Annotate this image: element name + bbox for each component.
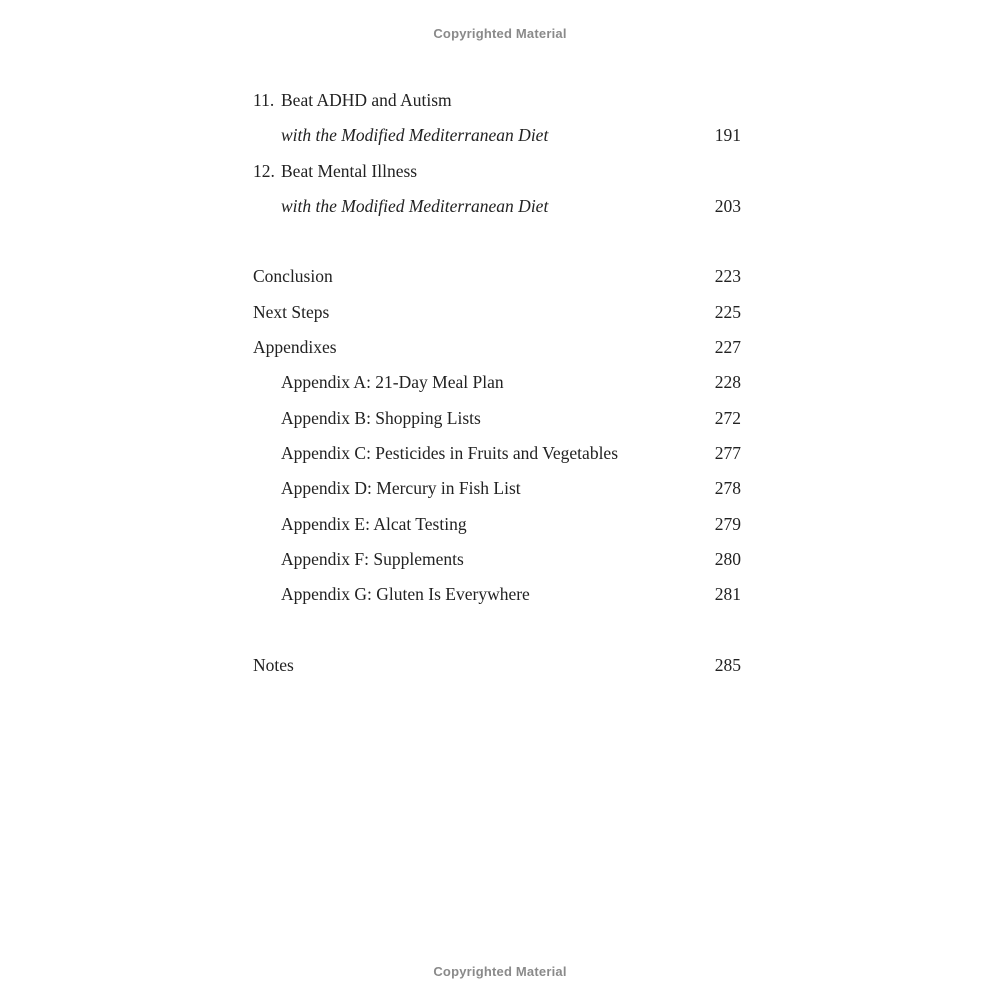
toc-entry-appendix-g[interactable] bbox=[253, 582, 741, 617]
toc-entry-title: Appendix B: Shopping Lists bbox=[281, 407, 481, 428]
page-number: 279 bbox=[714, 513, 741, 534]
toc-entry-appendix-d[interactable] bbox=[253, 476, 741, 511]
chapter-title: Beat ADHD and Autism bbox=[281, 90, 452, 110]
toc-entry-chapter-11-subtitle bbox=[253, 123, 741, 158]
toc-entry-appendix-f[interactable] bbox=[253, 547, 741, 582]
toc-entry-chapter-11[interactable] bbox=[253, 88, 741, 123]
page-number: 277 bbox=[714, 442, 741, 463]
toc-entry-title: Appendix A: 21-Day Meal Plan bbox=[281, 372, 504, 393]
toc-entry-appendix-c[interactable] bbox=[253, 441, 741, 476]
toc-entry-appendixes[interactable] bbox=[253, 335, 741, 370]
toc-entry-title: Appendix F: Supplements bbox=[281, 548, 464, 569]
page-number: 285 bbox=[714, 654, 741, 675]
chapter-subtitle: with the Modified Mediterranean Diet bbox=[281, 195, 549, 216]
toc-entry-chapter-12[interactable] bbox=[253, 159, 741, 194]
toc-entry-title: Appendixes bbox=[253, 337, 337, 358]
toc-entry-title: Conclusion bbox=[253, 266, 333, 287]
toc-entry-title: Appendix D: Mercury in Fish List bbox=[281, 478, 521, 499]
page-number: 203 bbox=[714, 195, 741, 216]
toc-entry-title: Appendix E: Alcat Testing bbox=[281, 513, 467, 534]
toc-entry-chapter-12-subtitle bbox=[253, 194, 741, 229]
page-number: 280 bbox=[714, 548, 741, 569]
chapter-title: Beat Mental Illness bbox=[281, 160, 418, 181]
page-number: 278 bbox=[714, 478, 741, 499]
toc-entry-appendix-a[interactable] bbox=[253, 370, 741, 405]
table-of-contents bbox=[253, 88, 741, 688]
toc-entry-title: Appendix G: Gluten Is Everywhere bbox=[281, 584, 530, 605]
page-number: 228 bbox=[714, 372, 741, 393]
copyright-header: Copyrighted Material bbox=[433, 26, 567, 41]
toc-entry-title: Appendix C: Pesticides in Fruits and Vegetables bbox=[281, 442, 619, 463]
page-number: 225 bbox=[714, 301, 741, 322]
toc-entry-title bbox=[253, 159, 417, 183]
section-gap bbox=[253, 617, 741, 652]
page-number: 191 bbox=[714, 125, 741, 146]
chapter-number: 12. bbox=[253, 160, 275, 181]
chapter-subtitle: with the Modified Mediterranean Diet bbox=[281, 125, 549, 146]
toc-entry-next-steps[interactable] bbox=[253, 300, 741, 335]
section-gap bbox=[253, 229, 741, 264]
page-number: 223 bbox=[714, 266, 741, 287]
toc-entry-conclusion[interactable] bbox=[253, 264, 741, 299]
toc-entry-notes[interactable] bbox=[253, 653, 741, 688]
chapter-number: 11. bbox=[253, 90, 275, 110]
toc-entry-title bbox=[253, 88, 452, 112]
toc-entry-appendix-e[interactable] bbox=[253, 512, 741, 547]
toc-entry-title: Notes bbox=[253, 654, 294, 675]
copyright-footer: Copyrighted Material bbox=[433, 964, 567, 979]
page-number: 281 bbox=[714, 584, 741, 605]
toc-entry-title: Next Steps bbox=[253, 301, 330, 322]
page-number: 272 bbox=[714, 407, 741, 428]
page-number: 227 bbox=[714, 337, 741, 358]
toc-entry-appendix-b[interactable] bbox=[253, 406, 741, 441]
